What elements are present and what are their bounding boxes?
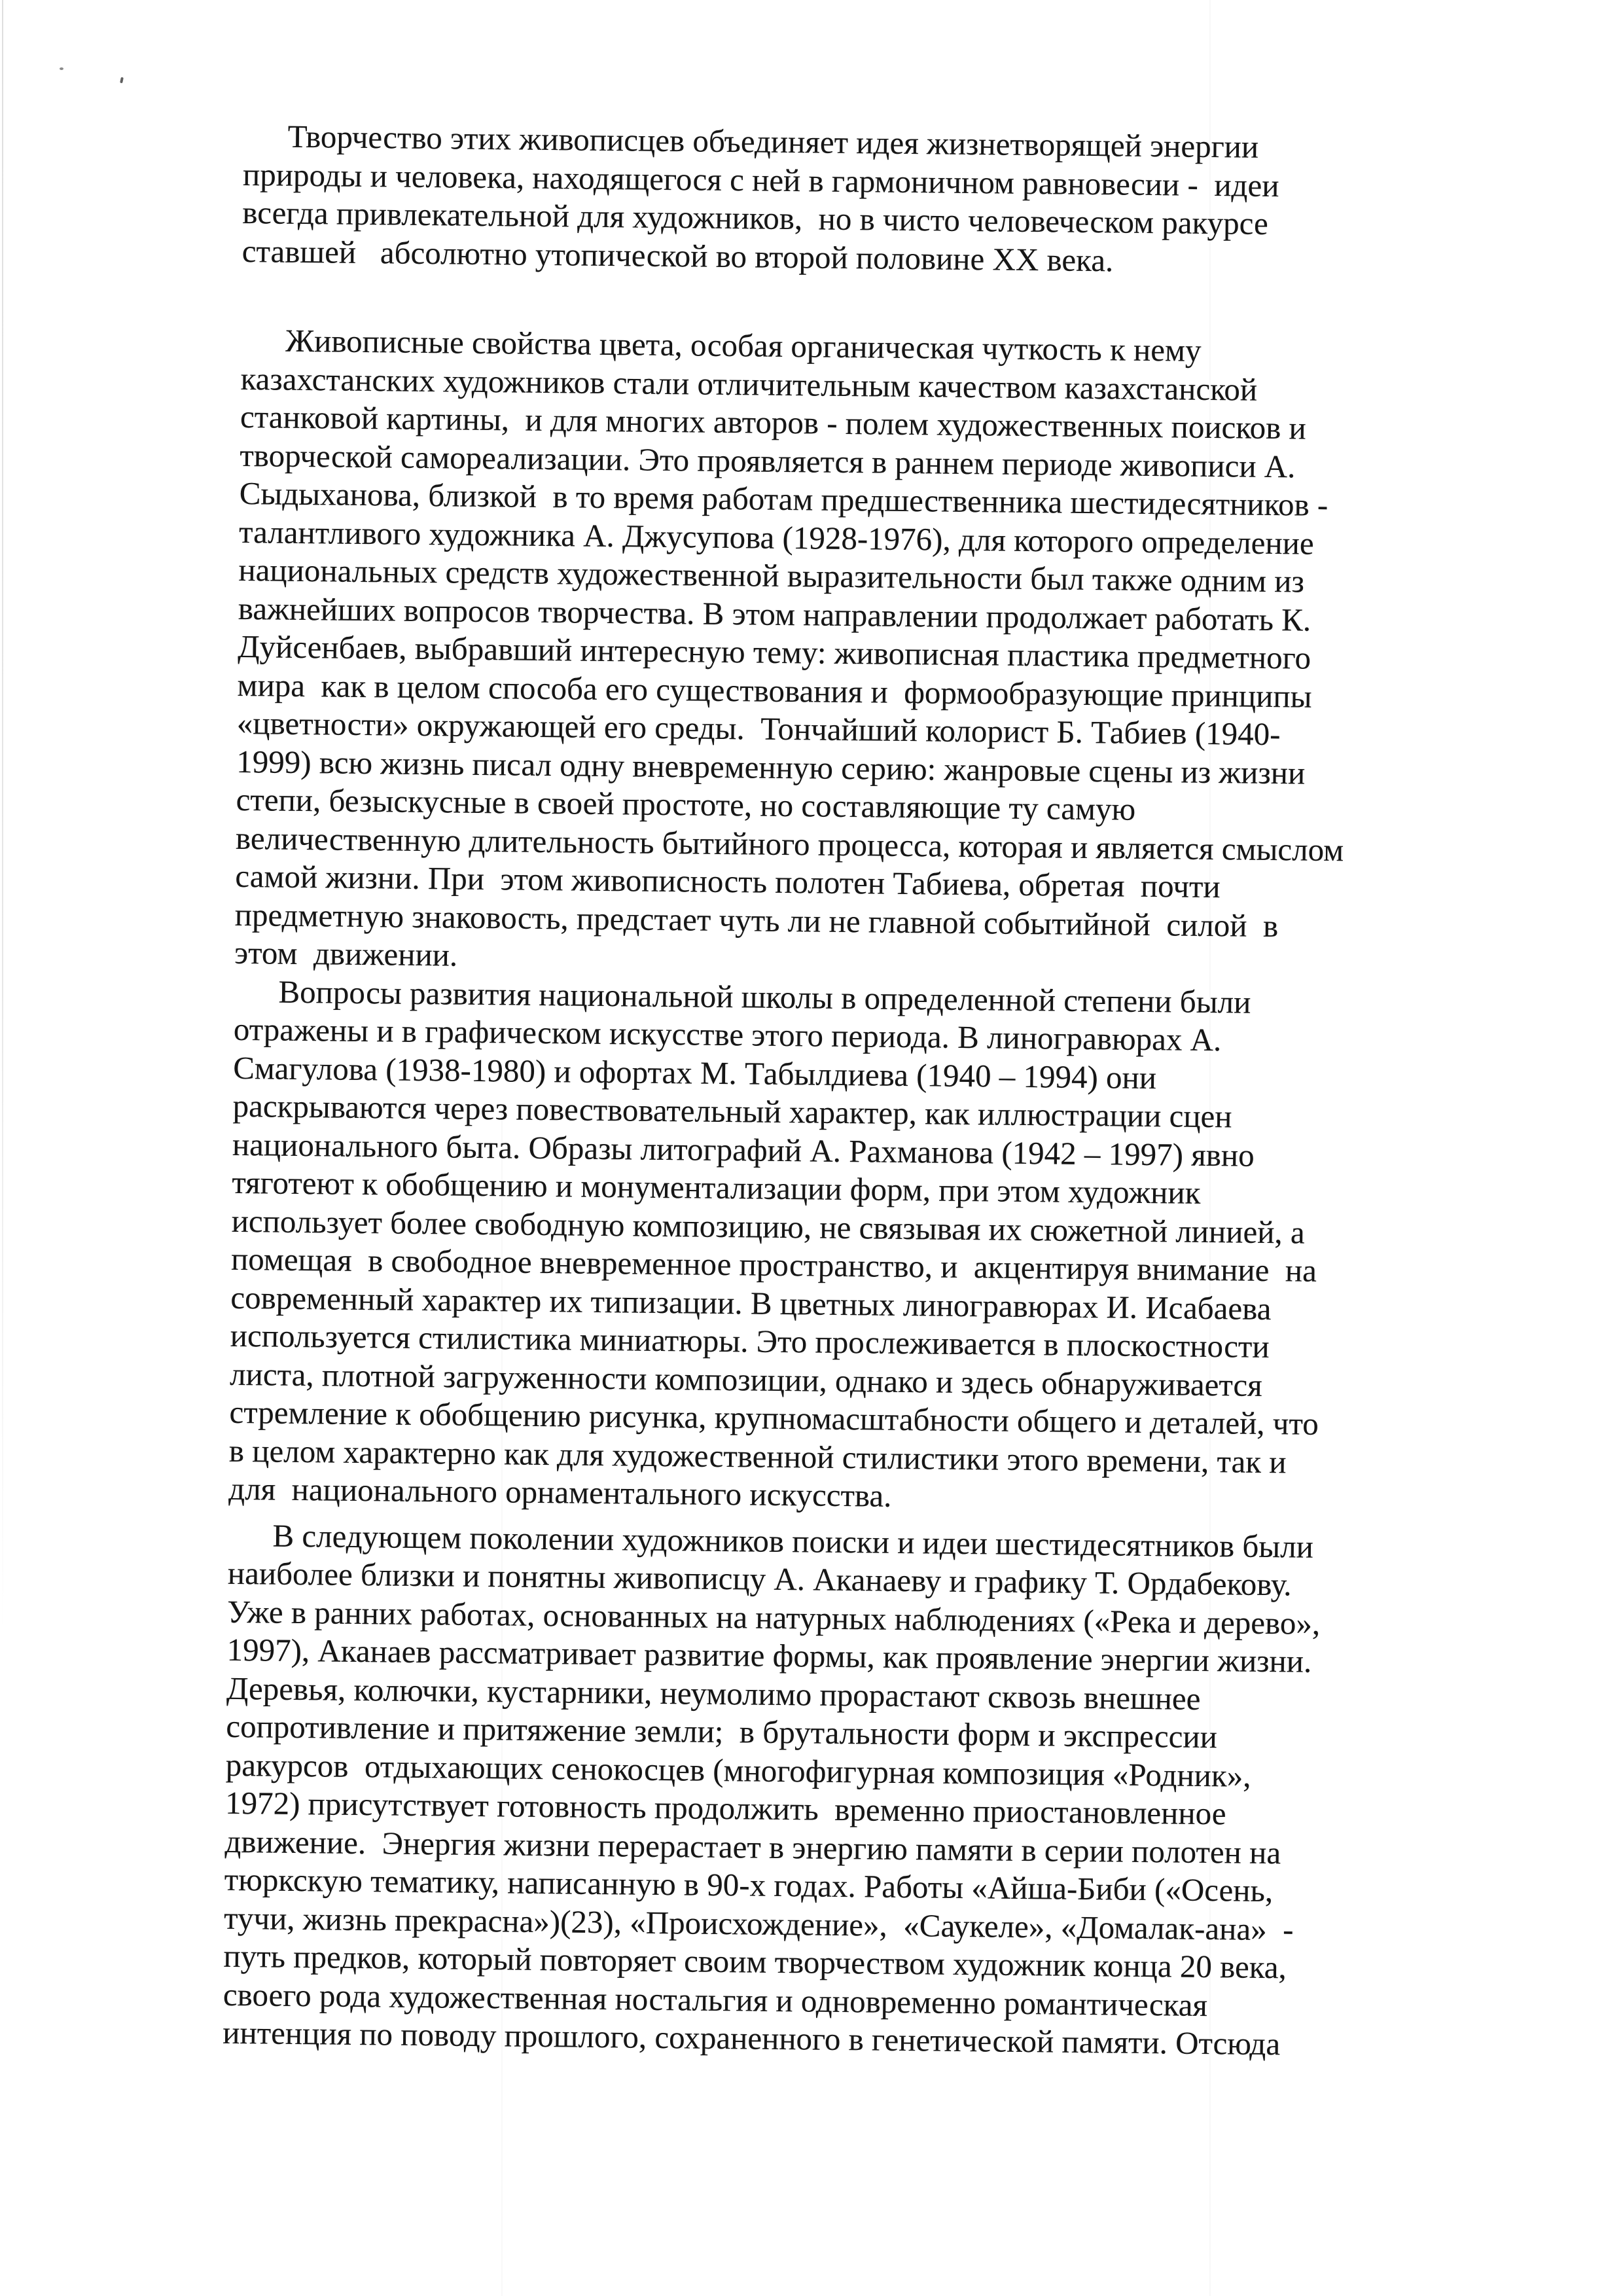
text-line: этом движении. [234,934,458,973]
text-line: Вопросы развития национальной школы в определенной степени были [278,973,1251,1020]
paragraph-4 [223,1516,1400,2064]
text-line: 1972) присутствует готовность продолжить временно приостановленное [224,1784,1226,1832]
text-line: В следующем поколении художников поиски и идеи шестидесятников были [272,1517,1314,1565]
text-line: ракурсов отдыхающих сенокосцев (многофигурная композиция «Родник», [225,1746,1251,1794]
text-line: Уже в ранних работах, основанных на натурных наблюдениях («Река и дерево», [226,1593,1321,1641]
text-line: отражены и в графическом искусстве этого периода. В линогравюрах А. [233,1011,1222,1058]
text-line: тучи, жизнь прекрасна»)(23), «Происхождение», «Саукеле», «Домалак-ана» - [223,1899,1294,1948]
text-line: станковой картины, и для многих авторов - полем художественных поисков и [240,398,1307,446]
text-line: интенция по поводу прошлого, сохраненного в генетической памяти. Отсюда [223,2014,1281,2062]
text-line: 1997), Аканаев рассматривает развитие формы, как проявление энергии жизни. [226,1631,1312,1679]
text-line: творческой самореализации. Это проявляется в раннем периоде живописи А. [240,437,1296,484]
dust-speck [120,77,124,84]
text-line: Деревья, колючки, кустарники, неумолимо прорастают сквозь внешнее [226,1670,1201,1717]
text-line: Живописные свойства цвета, особая органическая чуткость к нему [285,322,1202,368]
text-line: в целом характерно как для художественной стилистики этого времени, так и [228,1432,1287,1480]
text-line: национальных средств художественной выразительности был также одним из [238,551,1305,600]
text-line: стремление к обобщению рисунка, крупномасштабности общего и деталей, что [229,1393,1319,1442]
paragraph-1 [241,117,1414,283]
text-line: наиболее близки и понятны живописцу А. Аканаеву и графику Т. Ордабекову. [227,1554,1292,1603]
text-line: мира как в целом способа его существования и формообразующие принципы [237,666,1312,715]
text-line: листа, плотной загруженности композиции, однако и здесь обнаруживается [229,1355,1263,1403]
text-line: помещая в свободное вневременное пространство, и акцентируя внимание на [230,1240,1317,1289]
dust-speck [60,67,63,70]
text-line: своего рода художественная ностальгия и одновременно романтическая [223,1976,1208,2023]
text-line: национального быта. Образы литографий А. Рахманова (1942 – 1997) явно [232,1126,1255,1174]
text-line: Сыдыханова, близкой в то время работам предшественника шестидесятников - [239,475,1329,523]
text-line: важнейших вопросов творчества. В этом направлении продолжает работать К. [238,590,1311,638]
text-line: предметную знаковость, предстает чуть ли не главной событийной силой в [234,896,1279,944]
text-line: Смагулова (1938-1980) и офортах М. Табылдиева (1940 – 1994) они [232,1049,1157,1096]
scan-edge-artifact [2,0,3,1636]
text-line: современный характер их типизации. В цветных линогравюрах И. Исабаева [230,1279,1272,1327]
text-line: всегда привлекательной для художников, но в чисто человеческом ракурсе [242,194,1269,242]
paragraph-3 [228,972,1406,1520]
text-line: ставшей абсолютно утопической во второй половине XX века. [241,232,1114,278]
text-line: величественную длительность бытийного процесса, которая и является смыслом [235,819,1344,868]
text-line: тяготеют к обобщению и монументализации форм, при этом художник [232,1164,1201,1211]
paragraph-2 [234,321,1413,985]
text-line: Творчество этих живописцев объединяет идея жизнетворящей энергии [287,118,1259,165]
text-line: степи, безыскусные в своей простоте, но составляющие ту самую [236,781,1136,827]
text-line: тюркскую тематику, написанную в 90-х годах. Работы «Айша-Биби («Осень, [224,1861,1274,1909]
text-line: использует более свободную композицию, не связывая их сюжетной линией, а [231,1202,1306,1251]
text-line: сопротивление и притяжение земли; в брутальности форм и экспрессии [226,1708,1218,1755]
text-line: 1999) всю жизнь писал одну вневременную серию: жанровые сцены из жизни [236,743,1306,791]
text-line: используется стилистика миниатюры. Это прослеживается в плоскостности [230,1317,1270,1365]
text-line: самой жизни. При этом живописность полотен Табиева, обретая почти [235,857,1221,905]
text-line: Дуйсенбаев, выбравший интересную тему: живописная пластика предметного [237,628,1311,676]
text-line: природы и человека, находящегося с ней в гармоничном равновесии - идеи [242,156,1279,204]
text-line: казахстанских художников стали отличительным качеством казахстанской [240,360,1258,408]
text-line: талантливого художника А. Джусупова (1928-1976), для которого определение [238,513,1314,562]
text-line: движение. Энергия жизни перерастает в энергию памяти в серии полотен на [224,1823,1281,1871]
text-line: раскрываются через повествовательный характер, как иллюстрации сцен [232,1087,1232,1135]
text-line: «цветности» окружающей его среды. Тончайший колорист Б. Табиев (1940- [236,704,1281,753]
document-text [223,117,1415,2065]
text-line: для национального орнаментального искусства. [228,1470,892,1514]
text-line: путь предков, который повторяет своим творчеством художник конца 20 века, [223,1937,1287,1986]
